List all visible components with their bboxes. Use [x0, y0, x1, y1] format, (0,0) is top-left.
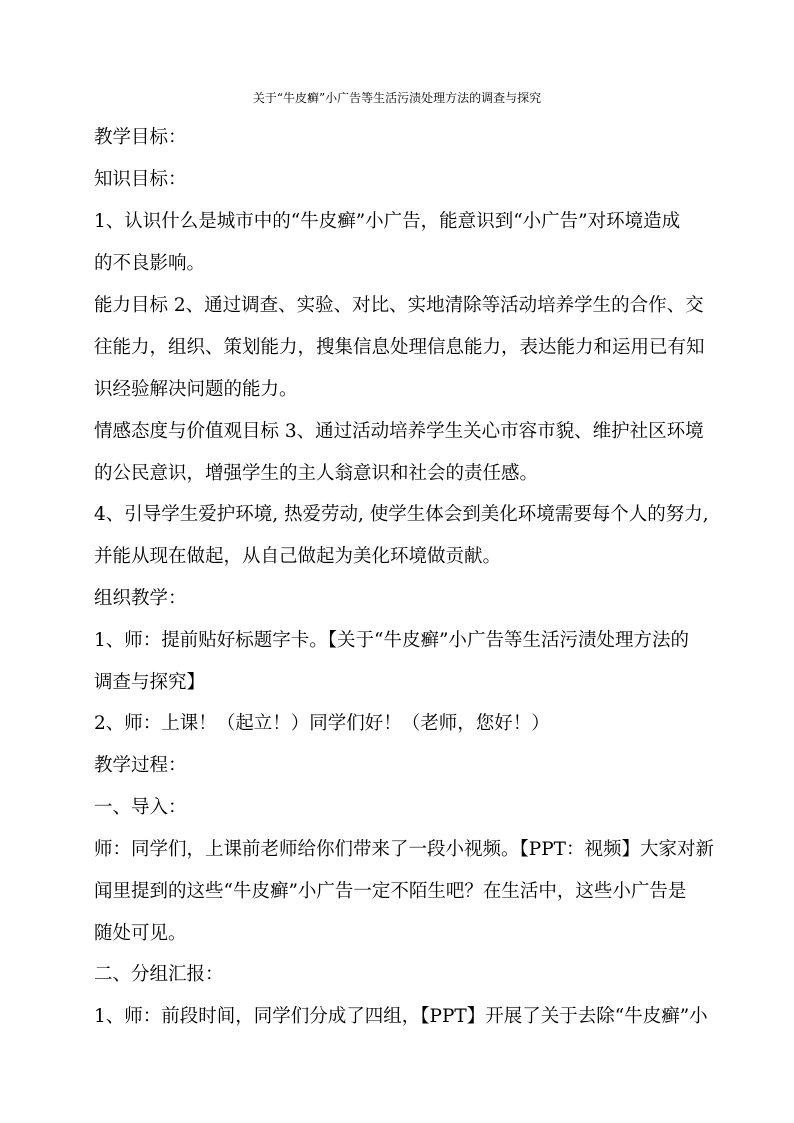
paragraph-line: 师：同学们，上课前老师给你们带来了一段小视频。【PPT：视频】大家对新: [94, 839, 714, 860]
paragraph-line: 2、师：上课！（起立！）同学们好！（老师，您好！）: [94, 713, 550, 734]
subheading-group-report: 二、分组汇报：: [94, 964, 224, 985]
paragraph-line: 的公民意识，增强学生的主人翁意识和社会的责任感。: [94, 463, 539, 484]
paragraph-line: 往能力，组织、策划能力，搜集信息处理信息能力，表达能力和运用已有知: [94, 337, 705, 358]
paragraph-line: 闻里提到的这些“牛皮癣”小广告一定不陌生吧？在生活中，这些小广告是: [94, 881, 687, 902]
paragraph-line: 识经验解决问题的能力。: [94, 379, 298, 400]
paragraph-line: 随处可见。: [94, 923, 187, 944]
paragraph-line: 调查与探究】: [94, 672, 206, 693]
paragraph-line: 1、认识什么是城市中的“牛皮癣”小广告，能意识到“小广告”对环境造成: [94, 211, 681, 232]
subheading-introduction: 一、导入：: [94, 797, 187, 818]
section-heading-teaching-goals: 教学目标：: [94, 127, 187, 148]
paragraph-line: 4、引导学生爱护环境, 热爱劳动, 使学生体会到美化环境需要每个人的努力,: [94, 504, 709, 525]
paragraph-line: 1、师：提前贴好标题字卡。【关于“牛皮癣”小广告等生活污渍处理方法的: [94, 630, 689, 651]
paragraph-line: 情感态度与价值观目标 3、通过活动培养学生关心市容市貌、维护社区环境: [94, 421, 704, 442]
paragraph-line: 1、师：前段时间，同学们分成了四组，【PPT】开展了关于去除“牛皮癣”小: [94, 1006, 708, 1027]
paragraph-line: 能力目标 2、通过调查、实验、对比、实地清除等活动培养学生的合作、交: [94, 295, 704, 316]
document-title: 关于“牛皮癣”小广告等生活污渍处理方法的调查与探究: [252, 91, 542, 105]
paragraph-line: 的不良影响。: [94, 253, 206, 274]
paragraph-line: 并能从现在做起，从自己做起为美化环境做贡献。: [94, 546, 502, 567]
subheading-knowledge-goals: 知识目标：: [94, 169, 187, 190]
section-heading-teaching-process: 教学过程：: [94, 755, 187, 776]
section-heading-organize-teaching: 组织教学：: [94, 588, 187, 609]
